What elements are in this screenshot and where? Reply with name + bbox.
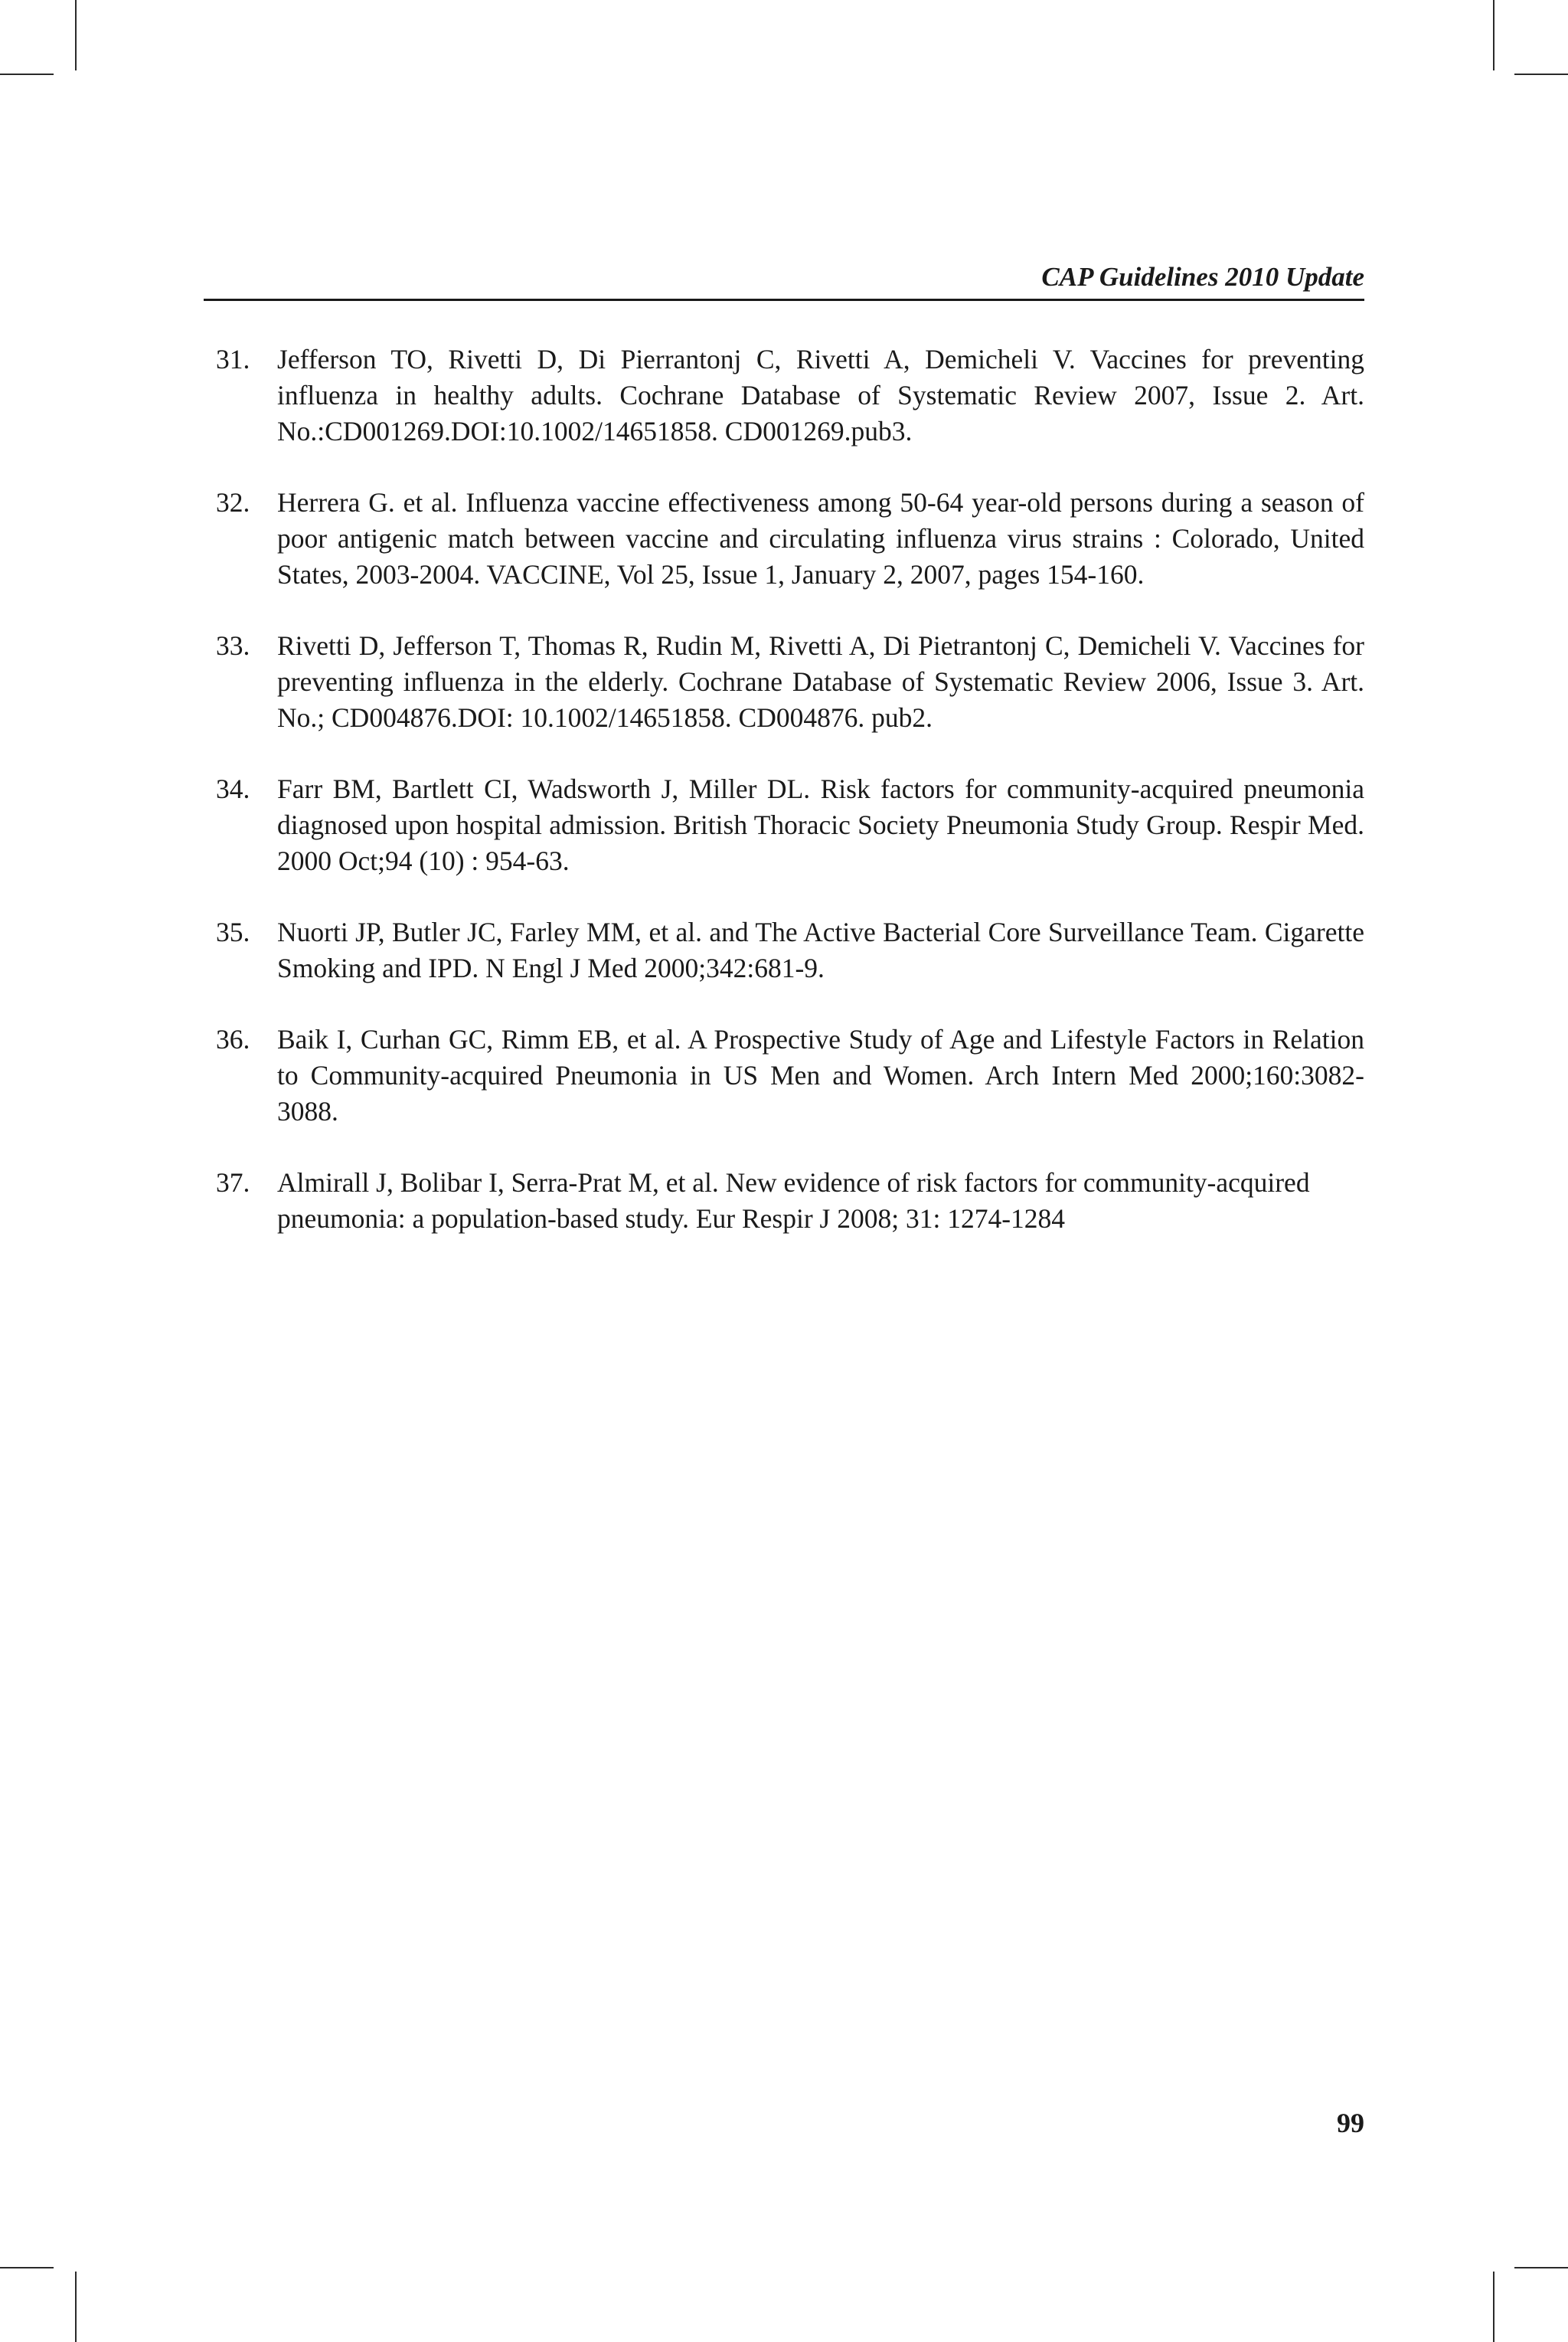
reference-item: [216, 1165, 1364, 1237]
reference-text: Jefferson TO, Rivetti D, Di Pierrantonj C, Rivetti A, Demicheli V. Vaccines for preventing influenza in healthy adults. Cochrane Database of Systematic Review 2007, Issue 2. Art. No.:CD001269.DOI:10.1002/14651858. CD001269.pub3.: [277, 344, 1364, 446]
reference-item: [216, 342, 1364, 450]
crop-mark-top-right-horizontal: [1514, 74, 1568, 75]
reference-text: Rivetti D, Jefferson T, Thomas R, Rudin M, Rivetti A, Di Pietrantonj C, Demicheli V. Vaccines for preventing influenza in the elderly. Cochrane Database of Systematic Review 2006, Issue 3. Art. No.; CD004876.DOI: 10.1002/14651858. CD004876. pub2.: [277, 630, 1364, 733]
reference-number: 35.: [216, 917, 250, 947]
crop-mark-bottom-left-horizontal: [0, 2267, 54, 2268]
reference-item: [216, 485, 1364, 593]
crop-mark-top-left-vertical: [75, 0, 77, 70]
reference-text: Herrera G. et al. Influenza vaccine effectiveness among 50-64 year-old persons during a season of poor antigenic match between vaccine and circulating influenza virus strains : Colorado, United States, 2003-2004. VACCINE, Vol 25, Issue 1, January 2, 2007, pages 154-160.: [277, 487, 1364, 590]
reference-text: Farr BM, Bartlett CI, Wadsworth J, Miller DL. Risk factors for community-acquired pneumonia diagnosed upon hospital admission. British Thoracic Society Pneumonia Study Group. Respir Med. 2000 Oct;94 (10) : 954-63.: [277, 774, 1364, 876]
crop-mark-bottom-right-horizontal: [1514, 2267, 1568, 2268]
page-number: 99: [1337, 2108, 1364, 2138]
reference-text: Baik I, Curhan GC, Rimm EB, et al. A Prospective Study of Age and Lifestyle Factors in Relation to Community-acquired Pneumonia in US Men and Women. Arch Intern Med 2000;160:3082-3088.: [277, 1024, 1364, 1127]
header-rule: [204, 299, 1364, 301]
reference-item: [216, 914, 1364, 986]
reference-list: [216, 342, 1364, 1272]
crop-mark-top-left-horizontal: [0, 74, 54, 75]
crop-mark-bottom-right-vertical: [1493, 2272, 1494, 2342]
reference-number: 37.: [216, 1167, 250, 1198]
crop-mark-top-right-vertical: [1493, 0, 1494, 70]
reference-number: 34.: [216, 774, 250, 804]
reference-item: [216, 771, 1364, 879]
reference-number: 32.: [216, 487, 250, 518]
crop-mark-bottom-left-vertical: [75, 2272, 77, 2342]
reference-text: Nuorti JP, Butler JC, Farley MM, et al. and The Active Bacterial Core Surveillance Team. Cigarette Smoking and IPD. N Engl J Med 2000;342:681-9.: [277, 917, 1364, 983]
reference-number: 36.: [216, 1024, 250, 1055]
reference-number: 31.: [216, 344, 250, 375]
reference-text: Almirall J, Bolibar I, Serra-Prat M, et al. New evidence of risk factors for community-acquired pneumonia: a population-based study. Eur Respir J 2008; 31: 1274-1284: [277, 1167, 1310, 1234]
reference-item: [216, 628, 1364, 736]
running-header: CAP Guidelines 2010 Update: [1041, 262, 1364, 292]
reference-item: [216, 1022, 1364, 1130]
reference-number: 33.: [216, 630, 250, 661]
